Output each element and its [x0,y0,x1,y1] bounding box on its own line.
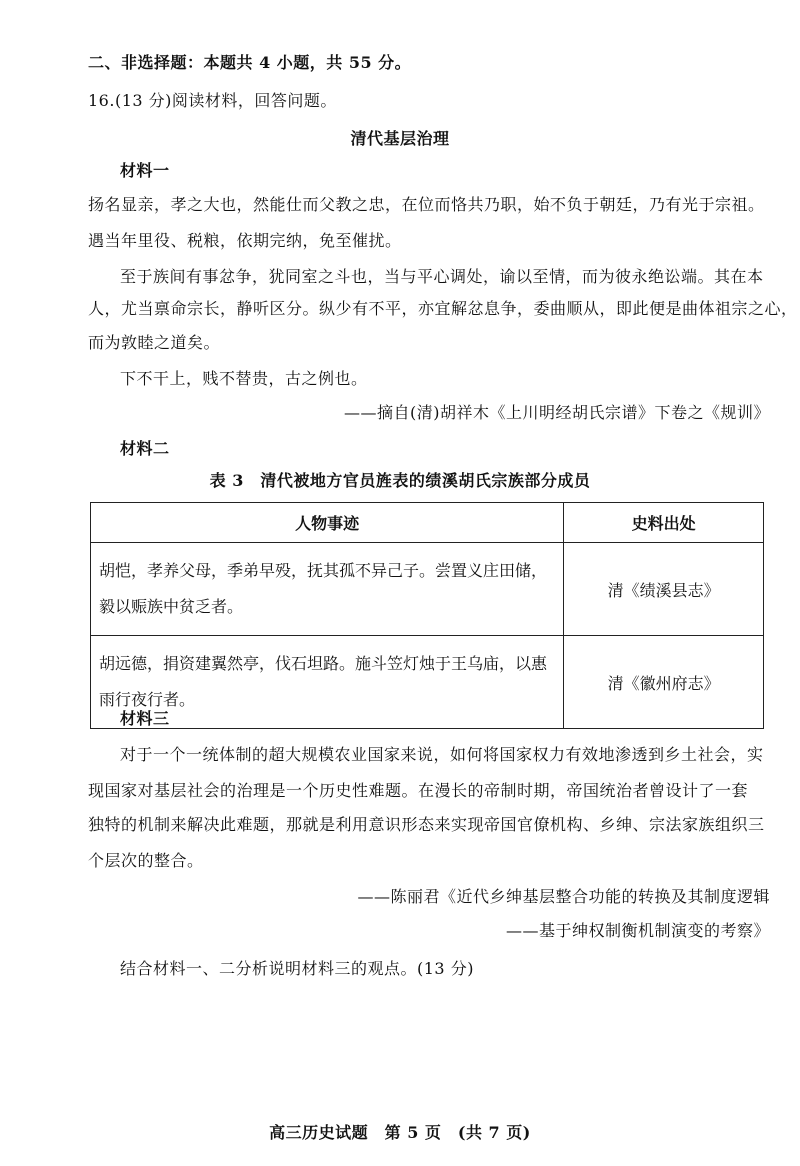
table-cell-source: 清《绩溪县志》 [564,543,764,636]
material3-line: 个层次的整合。 [88,851,204,870]
table-header-row [91,503,764,543]
material1-line: 扬名显亲，孝之大也，然能仕而父教之忠，在位而恪共乃职，始不负于朝廷，乃有光于宗祖。 [88,195,765,214]
table-caption: 表 3 清代被地方官员旌表的绩溪胡氏宗族部分成员 [209,471,591,490]
material3-source: ——陈丽君《近代乡绅基层整合功能的转换及其制度逻辑 [357,887,770,906]
material1-line: 至于族间有事忿争，犹同室之斗也，当与平心调处，谕以至情，而为彼永绝讼端。其在本 [120,267,764,286]
material1-source: ——摘自(清)胡祥木《上川明经胡氏宗谱》下卷之《规训》 [344,403,770,422]
material1-line: 遇当年里役、税粮，依期完纳，免至催扰。 [88,231,402,250]
page-footer: 高三历史试题 第 5 页 (共 7 页) [269,1123,531,1142]
material3-line: 现国家对基层社会的治理是一个历史性难题。在漫长的帝制时期，帝国统治者曾设计了一套 [88,781,749,800]
question-stem: 16.(13 分)阅读材料，回答问题。 [88,91,337,110]
table-header-deed: 人物事迹 [91,503,564,543]
question-prompt: 结合材料一、二分析说明材料三的观点。(13 分) [120,959,474,978]
material3-line: 对于一个一统体制的超大规模农业国家来说，如何将国家权力有效地渗透到乡土社会，实 [120,745,764,764]
table-cell-source: 清《徽州府志》 [564,636,764,729]
material3-line: 独特的机制来解决此难题，那就是利用意识形态来实现帝国官僚机构、乡绅、宗法家族组织三 [88,815,765,834]
table-cell-deed: 胡远德，捐资建翼然亭，伐石坦路。施斗笠灯烛于王乌庙，以惠雨行夜行者。 [91,636,564,729]
table-cell-deed: 胡恺，孝养父母，季弟早殁，抚其孤不异己子。尝置义庄田储，毅以赈族中贫乏者。 [91,543,564,636]
material1-line: 人，尤当禀命宗长，静听区分。纵少有不平，亦宜解忿息争，委曲顺从，即此便是曲体祖宗之心， [88,299,798,318]
material2-table [90,502,764,729]
material1-line: 而为敦睦之道矣。 [88,333,221,352]
table-row [91,636,764,729]
table-header-source: 史料出处 [564,503,764,543]
section-heading: 二、非选择题：本题共 4 小题，共 55 分。 [88,53,412,72]
table-row [91,543,764,636]
material3-label: 材料三 [120,709,170,728]
material2-label: 材料二 [120,439,170,458]
page-title: 清代基层治理 [350,129,450,148]
material1-label: 材料一 [120,161,170,180]
material1-line: 下不干上，贱不替贵，古之例也。 [120,369,368,388]
material3-source: ——基于绅权制衡机制演变的考察》 [505,921,770,940]
